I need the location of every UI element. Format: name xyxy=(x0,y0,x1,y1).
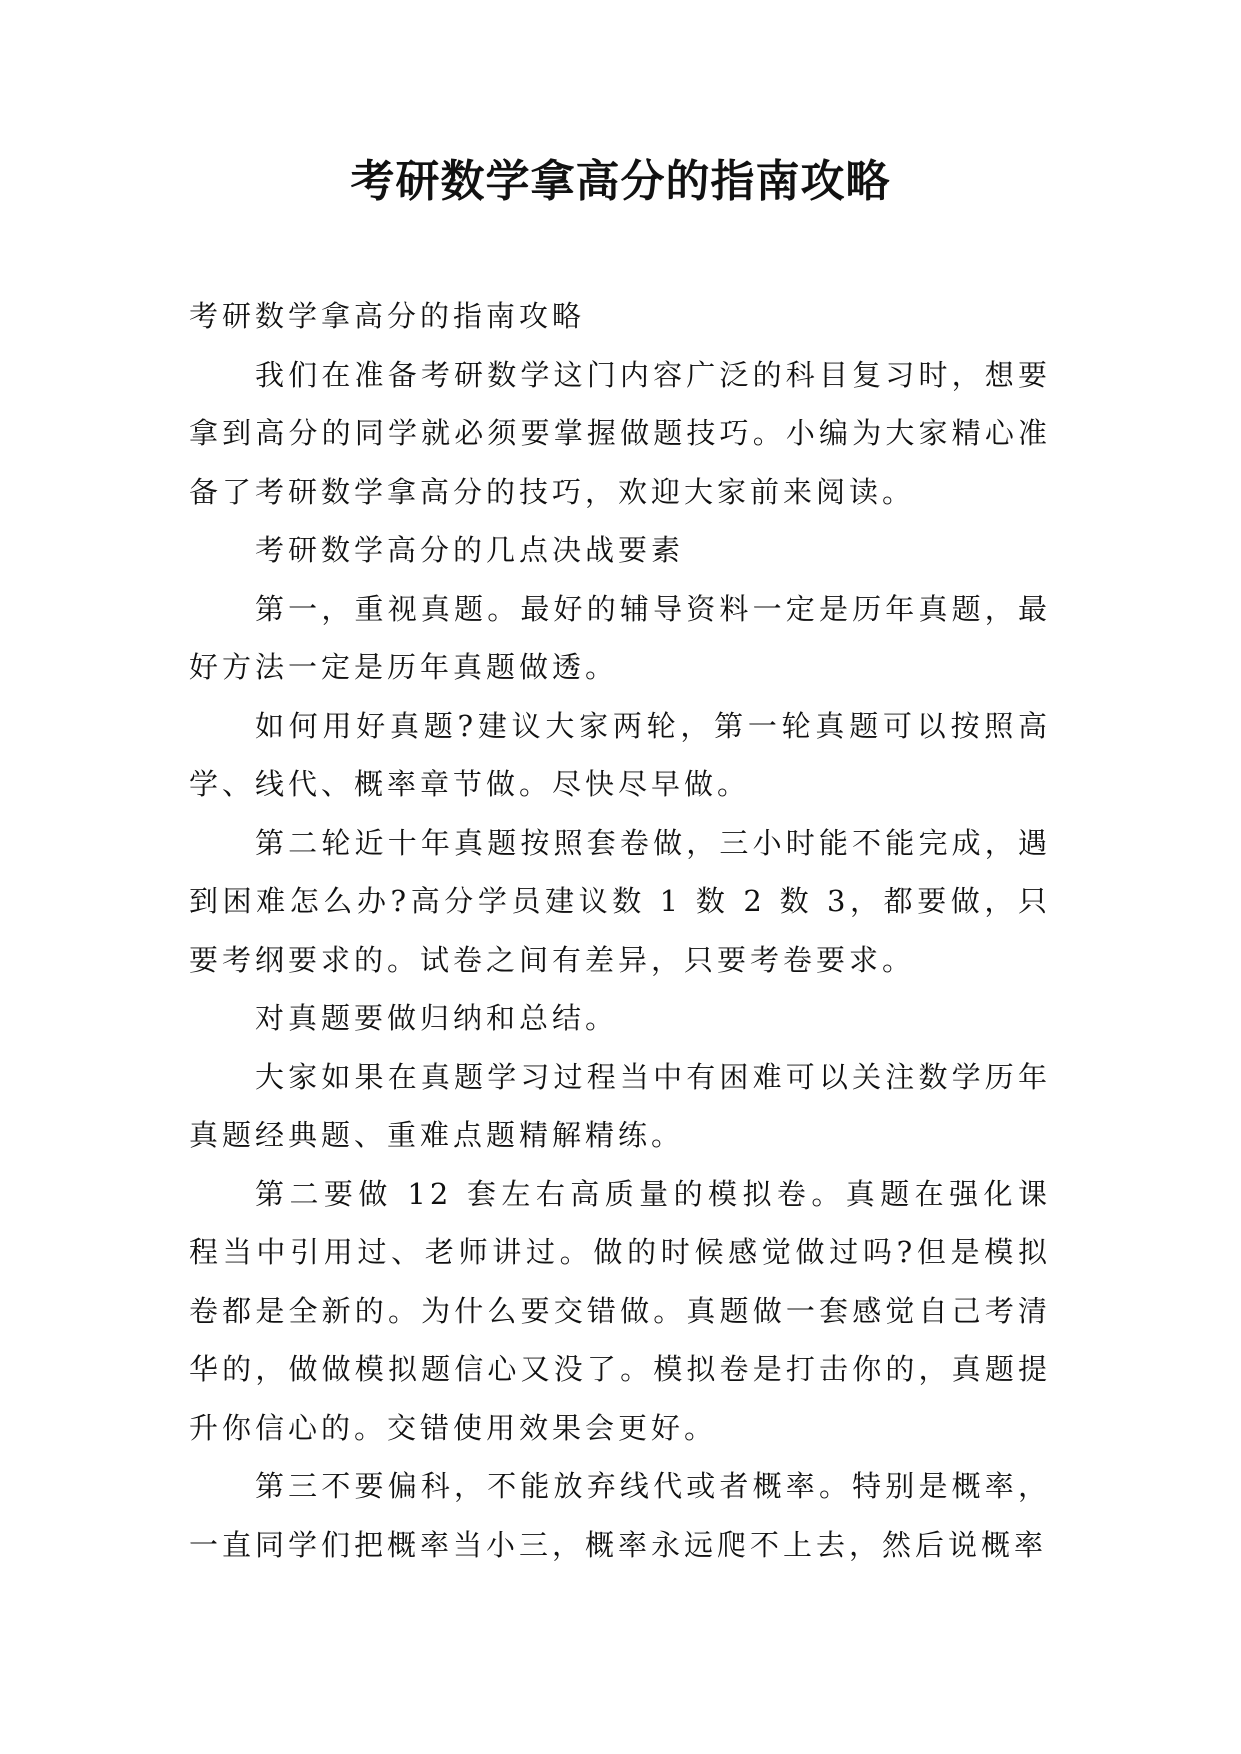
paragraph-difficulty: 大家如果在真题学习过程当中有困难可以关注数学历年真题经典题、重难点题精解精练。 xyxy=(189,1059,1051,1152)
paragraph-point-3: 第三不要偏科，不能放弃线代或者概率。特别是概率，一直同学们把概率当小三，概率永远爬不上去，然后说概率 xyxy=(189,1469,1051,1562)
paragraph-intro: 我们在准备考研数学这门内容广泛的科目复习时，想要拿到高分的同学就必须要掌握做题技巧。小编为大家精心准备了考研数学拿高分的技巧，欢迎大家前来阅读。 xyxy=(189,357,1051,509)
paragraph-subtitle: 考研数学拿高分的指南攻略 xyxy=(189,299,586,333)
paragraph-point-1: 第一，重视真题。最好的辅导资料一定是历年真题，最好方法一定是历年真题做透。 xyxy=(189,591,1051,684)
document-body xyxy=(189,287,1051,1574)
document-title: 考研数学拿高分的指南攻略 xyxy=(350,156,891,207)
paragraph-point-2: 第二要做 12 套左右高质量的模拟卷。真题在强化课程当中引用过、老师讲过。做的时候感觉做过吗?但是模拟卷都是全新的。为什么要交错做。真题做一套感觉自己考清华的，做做模拟题信心又没了。模拟卷是打击你的，真题提升你信心的。交错使用效果会更好。 xyxy=(189,1176,1051,1445)
paragraph-how-to-use: 如何用好真题?建议大家两轮，第一轮真题可以按照高学、线代、概率章节做。尽快尽早做。 xyxy=(189,708,1051,801)
paragraph-summary: 对真题要做归纳和总结。 xyxy=(255,1001,619,1035)
paragraph-second-round: 第二轮近十年真题按照套卷做，三小时能不能完成，遇到困难怎么办?高分学员建议数 1 数 2 数 3，都要做，只要考纲要求的。试卷之间有差异，只要考卷要求。 xyxy=(189,825,1051,977)
paragraph-section-heading: 考研数学高分的几点决战要素 xyxy=(255,533,685,567)
